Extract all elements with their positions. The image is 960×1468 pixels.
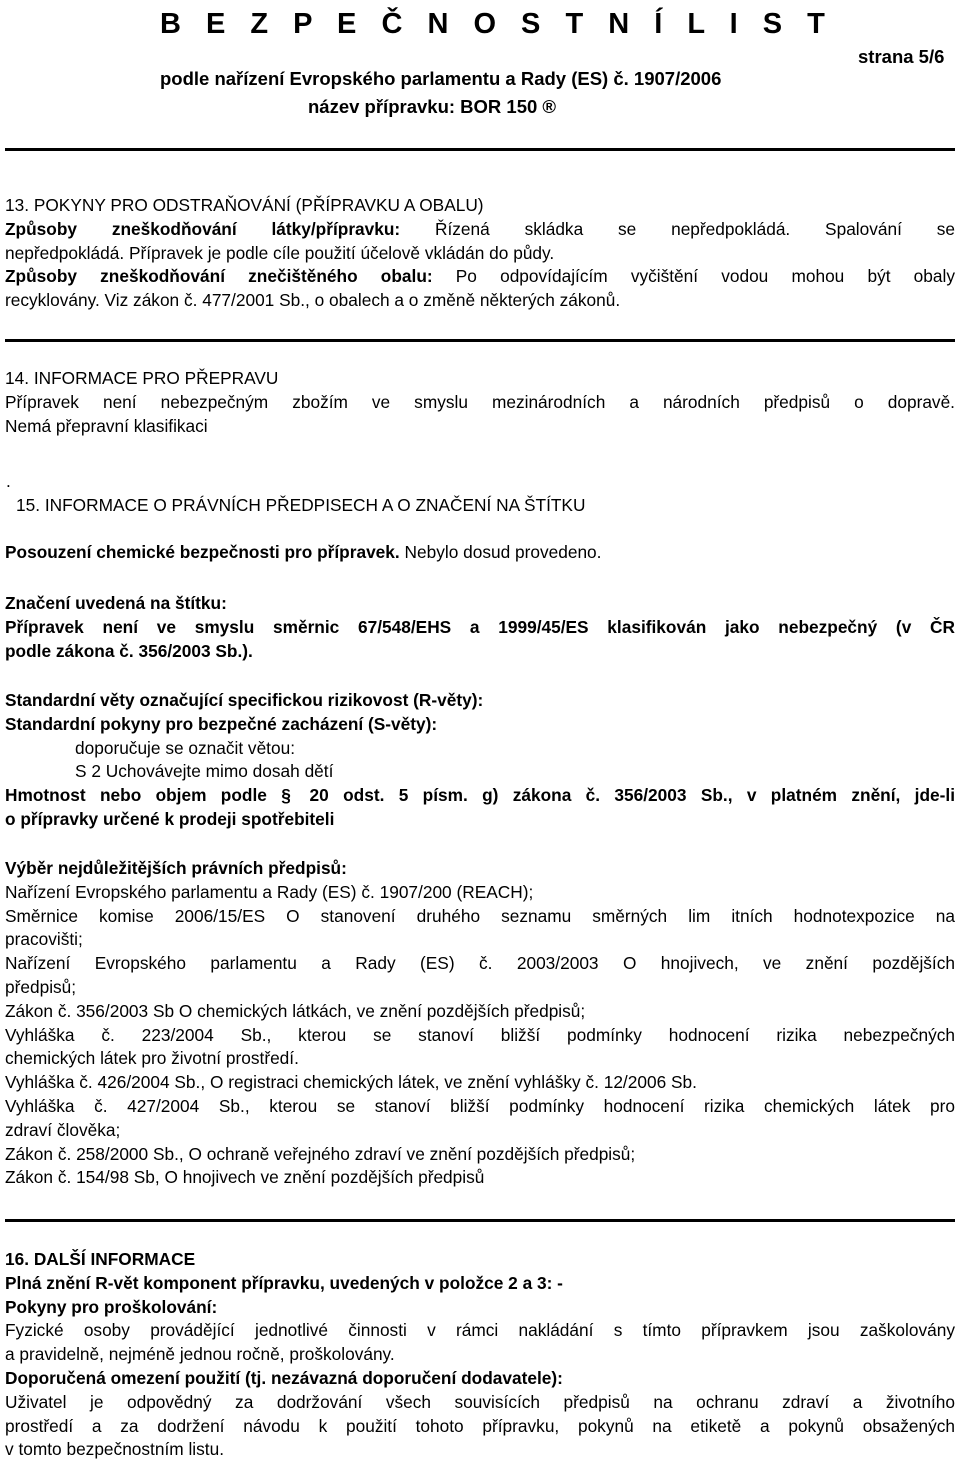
- section-sign-icon: §: [281, 785, 291, 806]
- limits-heading: Doporučená omezení použití (tj. nezávazná doporučení dodavatele):: [5, 1367, 563, 1388]
- law-item: Vyhláška č. 223/2004 Sb., kterou se stanoví bližší podmínky hodnocení rizika nebezpečných: [5, 1024, 955, 1045]
- r-phrases-full-text: Plná znění R-vět komponent přípravku, uvedených v položce 2 a 3: -: [5, 1272, 563, 1293]
- laws-block: [5, 857, 955, 1190]
- section-divider: [5, 1219, 955, 1222]
- training-heading: Pokyny pro proškolování:: [5, 1296, 218, 1317]
- label-marking: [5, 592, 955, 663]
- section-13-line-3: Způsoby zneškodňování znečištěného obalu: Po odpovídajícím vyčištění vodou mohou být obaly: [5, 266, 955, 287]
- law-item: Nařízení Evropského parlamentu a Rady (ES) č. 2003/2003 O hnojivech, ve znění pozdějších: [5, 953, 955, 974]
- law-item: Zákon č. 258/2000 Sb., O ochraně veřejného zdraví ve znění pozdějších předpisů;: [5, 1143, 636, 1164]
- document-title: B E Z P E Č N O S T N Í L I S T: [160, 8, 834, 40]
- section-15-heading: 15. INFORMACE O PRÁVNÍCH PŘEDPISECH A O ZNAČENÍ NA ŠTÍTKU: [16, 495, 586, 515]
- r-phrases-heading: Standardní věty označující specifickou rizikovost (R-věty):: [5, 690, 484, 710]
- section-14-heading: 14. INFORMACE PRO PŘEPRAVU: [5, 368, 279, 388]
- section-14-line-2: Nemá přepravní klasifikaci: [5, 415, 208, 436]
- section-15: [5, 494, 955, 518]
- law-item: Nařízení Evropského parlamentu a Rady (ES) č. 1907/200 (REACH);: [5, 881, 534, 902]
- law-item: chemických látek pro životní prostředí.: [5, 1048, 299, 1069]
- section-14: [5, 367, 955, 438]
- section-13-heading: 13. POKYNY PRO ODSTRAŇOVÁNÍ (PŘÍPRAVKU A OBALU): [5, 195, 484, 215]
- product-name: název přípravku: BOR 150 ®: [308, 96, 557, 117]
- label-marking-line-2: podle zákona č. 356/2003 Sb.).: [5, 640, 253, 661]
- limits-line-3: v tomto bezpečnostním listu.: [5, 1439, 224, 1460]
- law-item: zdraví člověka;: [5, 1119, 121, 1140]
- section-16-heading: 16. DALŠÍ INFORMACE: [5, 1249, 196, 1269]
- mass-volume-line-1: Hmotnost nebo objem podle § 20 odst. 5 písm. g) zákona č. 356/2003 Sb., v platném znění, jde-li: [5, 784, 955, 808]
- s2-phrase: S 2 Uchovávejte mimo dosah dětí: [75, 761, 334, 782]
- mass-volume-line-2: o přípravky určené k prodeji spotřebiteli: [5, 808, 335, 829]
- page-number: strana 5/6: [858, 46, 945, 67]
- section-13-line-4: recyklovány. Viz zákon č. 477/2001 Sb., o obalech a o změně některých zákonů.: [5, 290, 621, 311]
- header-divider: [5, 148, 955, 151]
- law-item: pracovišti;: [5, 929, 83, 950]
- section-16: [5, 1248, 955, 1462]
- label-marking-line-1: Přípravek není ve smyslu směrnic 67/548/EHS a 1999/45/ES klasifikován jako nebezpečný (v ČR: [5, 616, 955, 637]
- training-line-2: a pravidelně, nejméně jednou ročně, proškolovány.: [5, 1344, 395, 1365]
- law-item: předpisů;: [5, 976, 77, 997]
- law-item: Zákon č. 356/2003 Sb O chemických látkách, ve znění pozdějších předpisů;: [5, 1000, 586, 1021]
- law-item: Směrnice komise 2006/15/ES O stanovení druhého seznamu směrných lim itních hodnotexpozice na: [5, 905, 955, 926]
- limits-line-2: prostředí a za dodržení návodu k použití tohoto přípravku, pokynů na etiketě a pokynů obsažených: [5, 1415, 955, 1436]
- training-line-1: Fyzické osoby provádějící jednotlivé činnosti v rámci nakládání s tímto přípravkem jsou zaškolovány: [5, 1320, 955, 1341]
- safety-assessment: Posouzení chemické bezpečnosti pro přípravek. Nebylo dosud provedeno.: [5, 542, 602, 562]
- regulation-line: podle nařízení Evropského parlamentu a Rady (ES) č. 1907/2006: [160, 68, 722, 89]
- section-13: [5, 194, 955, 313]
- law-item: Vyhláška č. 426/2004 Sb., O registraci chemických látek, ve znění vyhlášky č. 12/2006 Sb.: [5, 1072, 697, 1093]
- section-14-line-1: Přípravek není nebezpečným zbožím ve smyslu mezinárodních a národních předpisů o dopravě.: [5, 391, 955, 412]
- law-item: Zákon č. 154/98 Sb, O hnojivech ve znění pozdějších předpisů: [5, 1167, 485, 1188]
- limits-line-1: Uživatel je odpovědný za dodržování všech souvisících předpisů na ochranu zdraví a životního: [5, 1391, 955, 1412]
- section-13-line-1: Způsoby zneškodňování látky/přípravku: Řízená skládka se nepředpokládá. Spalování se: [5, 218, 955, 239]
- law-item: Vyhláška č. 427/2004 Sb., kterou se stanoví bližší podmínky hodnocení rizika chemických látek pro: [5, 1095, 955, 1116]
- phrases-block: [5, 689, 955, 832]
- stray-dot: .: [6, 471, 11, 491]
- label-marking-heading: Značení uvedená na štítku:: [5, 593, 227, 613]
- s-phrases-heading: Standardní pokyny pro bezpečné zacházení (S-věty):: [5, 713, 438, 734]
- section-divider: [5, 339, 955, 342]
- section-13-line-2: nepředpokládá. Přípravek je podle cíle použití účelově vkládán do půdy.: [5, 242, 555, 263]
- laws-heading: Výběr nejdůležitějších právních předpisů:: [5, 858, 347, 878]
- recommend-line: doporučuje se označit větou:: [75, 737, 295, 758]
